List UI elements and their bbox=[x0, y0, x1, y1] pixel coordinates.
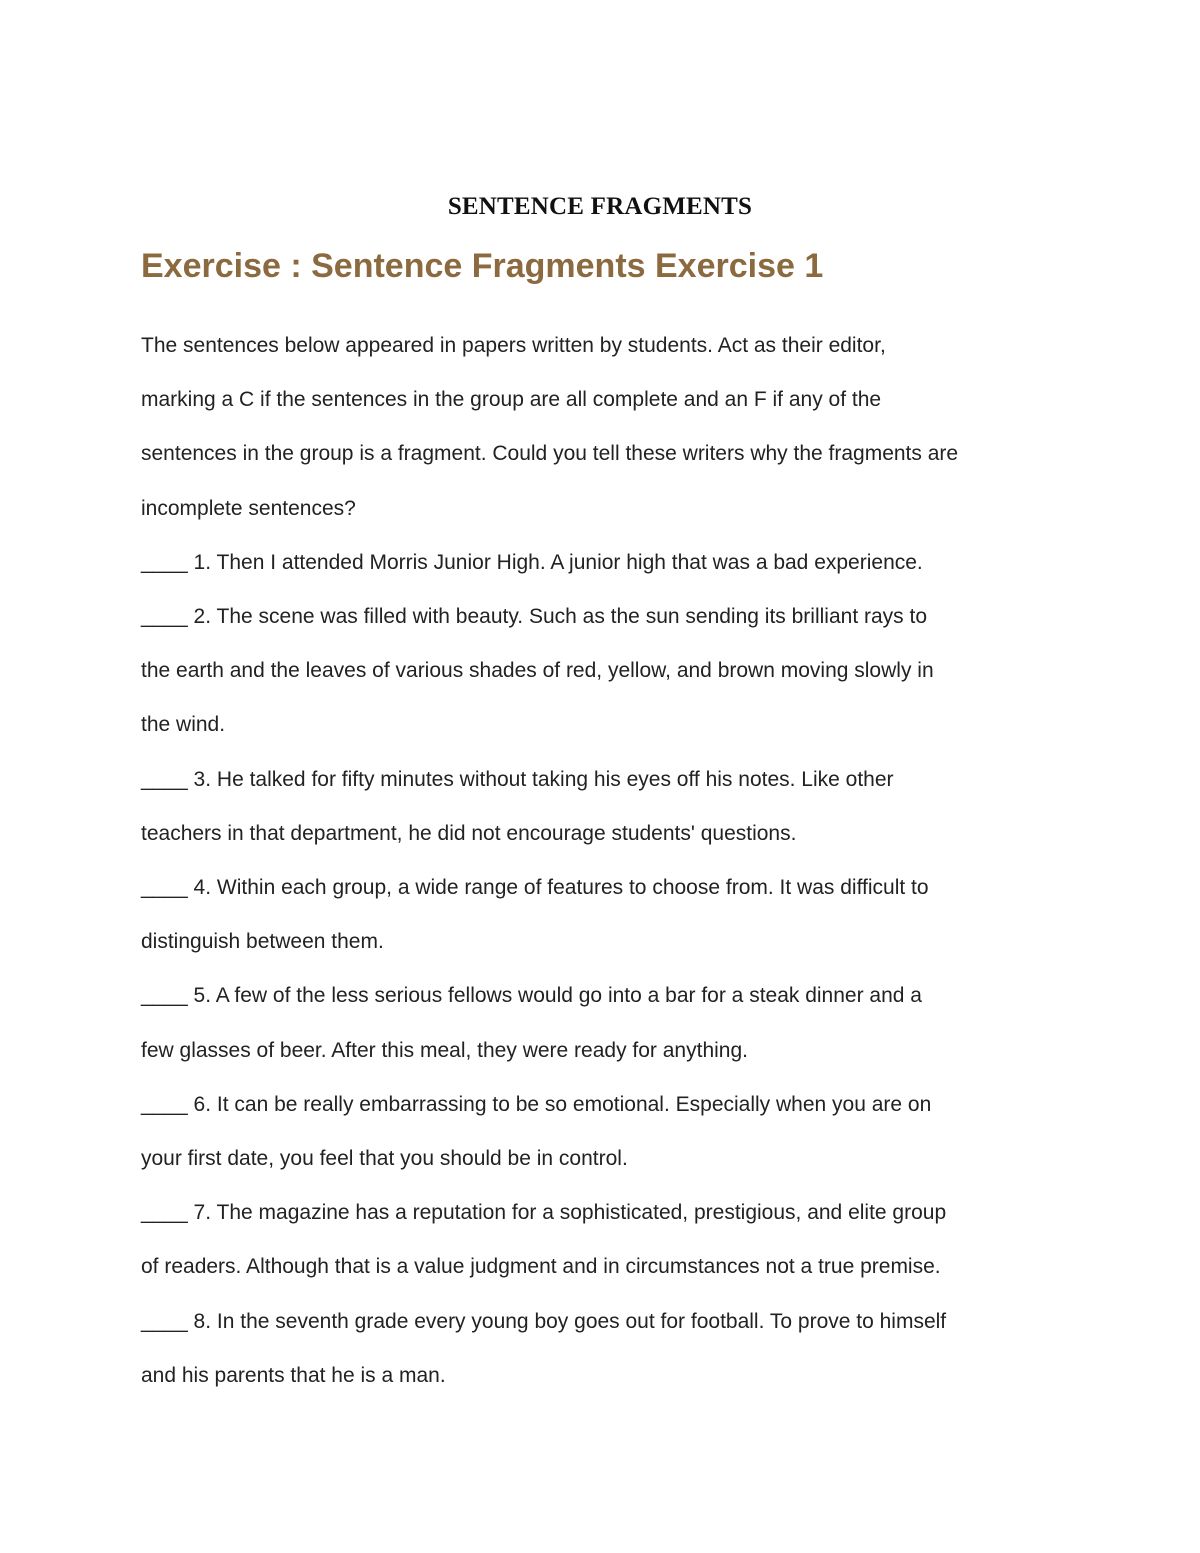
document-body bbox=[141, 319, 1071, 1403]
exercise-item-line: of readers. Although that is a value judgment and in circumstances not a true premise. bbox=[141, 1255, 941, 1279]
exercise-item-line: ____ 6. It can be really embarrassing to be so emotional. Especially when you are on bbox=[141, 1092, 932, 1116]
exercise-heading: Exercise : Sentence Fragments Exercise 1 bbox=[141, 247, 824, 285]
exercise-item-line: distinguish between them. bbox=[141, 930, 384, 954]
instructions-paragraph bbox=[141, 319, 1071, 536]
exercise-item-7 bbox=[141, 1186, 1071, 1294]
exercise-item-line: ____ 5. A few of the less serious fellows would go into a bar for a steak dinner and a bbox=[141, 984, 922, 1008]
exercise-item-8 bbox=[141, 1295, 1071, 1403]
instructions-line: sentences in the group is a fragment. Could you tell these writers why the fragments are bbox=[141, 442, 959, 466]
exercise-item-line: few glasses of beer. After this meal, they were ready for anything. bbox=[141, 1038, 748, 1062]
instructions-line: marking a C if the sentences in the group are all complete and an F if any of the bbox=[141, 388, 882, 412]
exercise-item-5 bbox=[141, 969, 1071, 1077]
instructions-line: incomplete sentences? bbox=[141, 496, 356, 520]
exercise-item-2 bbox=[141, 590, 1071, 753]
exercise-item-line: ____ 8. In the seventh grade every young boy goes out for football. To prove to himself bbox=[141, 1309, 947, 1333]
instructions-line: The sentences below appeared in papers written by students. Act as their editor, bbox=[141, 334, 886, 357]
exercise-item-4 bbox=[141, 861, 1071, 969]
exercise-item-line: the wind. bbox=[141, 713, 226, 737]
exercise-item-line: ____ 2. The scene was filled with beauty. Such as the sun sending its brilliant rays to bbox=[141, 605, 928, 629]
exercise-item-line: ____ 3. He talked for fifty minutes without taking his eyes off his notes. Like other bbox=[141, 767, 894, 791]
exercise-item-line: the earth and the leaves of various shades of red, yellow, and brown moving slowly in bbox=[141, 659, 934, 683]
exercise-item-line: ____ 4. Within each group, a wide range of features to choose from. It was difficult to bbox=[141, 876, 929, 900]
exercise-item-6 bbox=[141, 1078, 1071, 1186]
document-title: SENTENCE FRAGMENTS bbox=[447, 193, 753, 220]
exercise-item-line: ____ 7. The magazine has a reputation for a sophisticated, prestigious, and elite group bbox=[141, 1201, 947, 1225]
exercise-item-line: and his parents that he is a man. bbox=[141, 1363, 446, 1387]
exercise-item-line: teachers in that department, he did not encourage students' questions. bbox=[141, 821, 797, 845]
exercise-item-3 bbox=[141, 753, 1071, 861]
exercise-item-1 bbox=[141, 536, 1071, 590]
exercise-item-line: your first date, you feel that you should be in control. bbox=[141, 1147, 628, 1171]
exercise-item-line: ____ 1. Then I attended Morris Junior High. A junior high that was a bad experience. bbox=[141, 550, 923, 574]
